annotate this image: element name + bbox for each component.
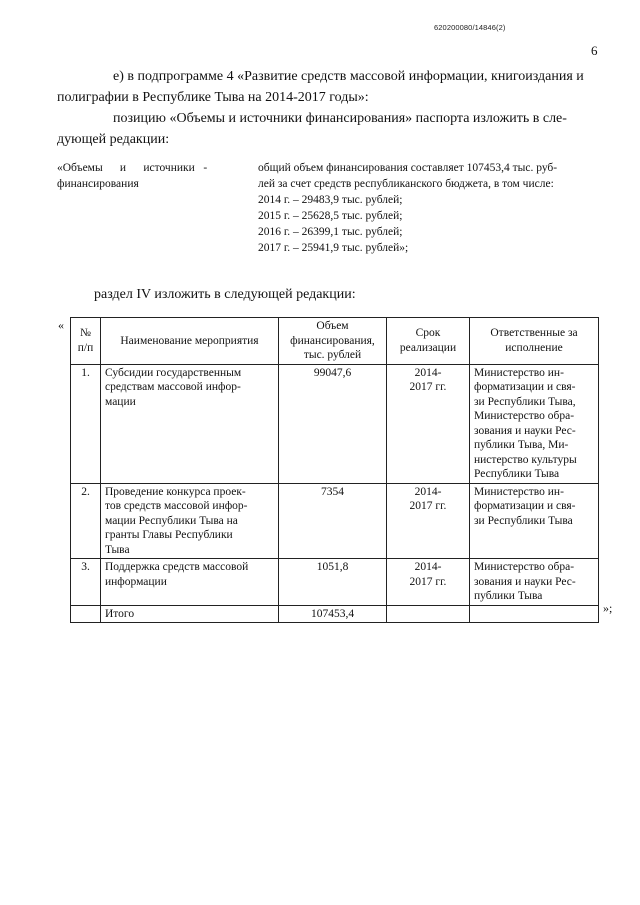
- intro-line-3: позицию «Объемы и источники финансирования» паспорта изложить в сле-: [113, 111, 567, 126]
- table-row: [71, 483, 599, 559]
- header-number: № п/п: [71, 318, 101, 365]
- financing-table: [70, 317, 599, 623]
- total-label: Итого: [101, 605, 279, 623]
- intro-line-4: дующей редакции:: [57, 132, 170, 147]
- row-event-name: Поддержка средств массовой информации: [101, 559, 279, 606]
- total-amount: 107453,4: [279, 605, 387, 623]
- row-amount: 7354: [279, 483, 387, 559]
- row-number: 1.: [71, 364, 101, 483]
- passport-year-2015: 2015 г. – 25628,5 тыс. рублей;: [258, 210, 403, 222]
- table-total-row: [71, 605, 599, 623]
- page-number: 6: [591, 43, 598, 58]
- row-term: 2014- 2017 гг.: [387, 364, 470, 483]
- section-title: раздел IV изложить в следующей редакции:: [94, 287, 356, 302]
- table-close-quote: »;: [603, 601, 613, 615]
- header-event-name: Наименование мероприятия: [101, 318, 279, 365]
- row-term: 2014- 2017 гг.: [387, 559, 470, 606]
- passport-year-2016: 2016 г. – 26399,1 тыс. рублей;: [258, 226, 403, 238]
- total-responsible-cell: [470, 605, 599, 623]
- total-number-cell: [71, 605, 101, 623]
- row-event-name: Проведение конкурса проек- тов средств массовой инфор- мации Республики Тыва на гранты Главы Республики Тыва: [101, 483, 279, 559]
- row-term: 2014- 2017 гг.: [387, 483, 470, 559]
- passport-text-line-1: общий объем финансирования составляет 107453,4 тыс. руб-: [258, 162, 558, 174]
- row-responsible: Министерство ин- форматизации и свя- зи Республики Тыва, Министерство обра- зования и науки Рес- публики Тыва, Ми- нистерство культуры Республики Тыва: [470, 364, 599, 483]
- passport-label-line-1: «Объемы и источники -: [57, 162, 208, 174]
- intro-line-2: полиграфии в Республике Тыва на 2014-2017 годы»:: [57, 90, 369, 105]
- total-term-cell: [387, 605, 470, 623]
- passport-text-line-2: лей за счет средств республиканского бюджета, в том числе:: [258, 178, 554, 190]
- row-amount: 1051,8: [279, 559, 387, 606]
- table-header-row: [71, 318, 599, 365]
- header-term: Срок реализации: [387, 318, 470, 365]
- row-responsible: Министерство ин- форматизации и свя- зи Республики Тыва: [470, 483, 599, 559]
- header-responsible: Ответственные за исполнение: [470, 318, 599, 365]
- passport-year-2014: 2014 г. – 29483,9 тыс. рублей;: [258, 194, 403, 206]
- row-event-name: Субсидии государственным средствам массовой инфор- мации: [101, 364, 279, 483]
- intro-line-1: е) в подпрограмме 4 «Развитие средств массовой информации, книгоиздания и: [113, 69, 584, 84]
- document-id: 620200080/14846(2): [434, 23, 506, 32]
- header-financing-amount: Объем финансирования, тыс. рублей: [279, 318, 387, 365]
- table-row: [71, 559, 599, 606]
- table-open-quote: «: [58, 318, 64, 332]
- row-number: 3.: [71, 559, 101, 606]
- passport-year-2017: 2017 г. – 25941,9 тыс. рублей»;: [258, 242, 409, 254]
- passport-label-line-2: финансирования: [57, 178, 139, 190]
- row-amount: 99047,6: [279, 364, 387, 483]
- row-number: 2.: [71, 483, 101, 559]
- row-responsible: Министерство обра- зования и науки Рес- публики Тыва: [470, 559, 599, 606]
- table-row: [71, 364, 599, 483]
